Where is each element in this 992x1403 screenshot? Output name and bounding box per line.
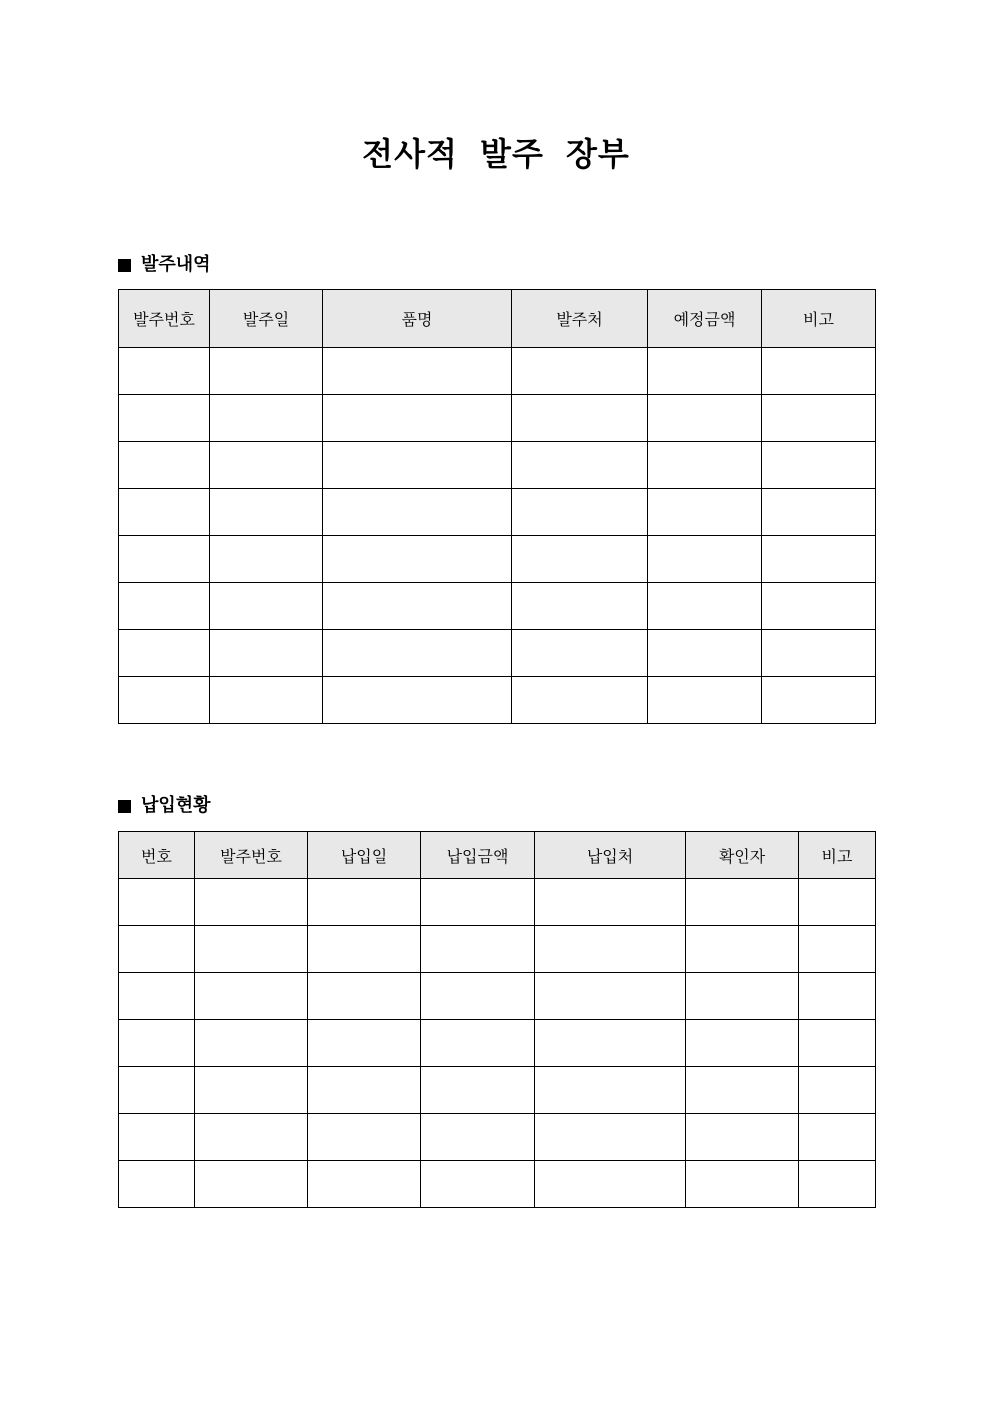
table-cell[interactable] (323, 395, 512, 442)
table-cell[interactable] (119, 1114, 195, 1161)
table-cell[interactable] (512, 630, 648, 677)
order-section-heading (118, 253, 211, 277)
table-row (119, 348, 876, 395)
table-cell[interactable] (648, 583, 762, 630)
table-cell[interactable] (119, 395, 210, 442)
table-cell[interactable] (210, 583, 323, 630)
table-cell[interactable] (535, 879, 686, 926)
column-header-number: 번호 (119, 832, 195, 879)
order-table-header-row (119, 290, 876, 348)
table-row (119, 1114, 876, 1161)
table-cell[interactable] (323, 348, 512, 395)
table-cell[interactable] (119, 583, 210, 630)
table-cell[interactable] (648, 489, 762, 536)
table-cell[interactable] (762, 348, 876, 395)
table-cell[interactable] (119, 536, 210, 583)
table-cell[interactable] (535, 1067, 686, 1114)
table-cell[interactable] (648, 677, 762, 724)
table-cell[interactable] (421, 879, 535, 926)
table-cell[interactable] (535, 1020, 686, 1067)
table-row (119, 630, 876, 677)
table-cell[interactable] (762, 442, 876, 489)
table-row (119, 395, 876, 442)
table-cell[interactable] (512, 395, 648, 442)
table-cell[interactable] (119, 348, 210, 395)
table-cell[interactable] (308, 1067, 421, 1114)
order-table (118, 289, 876, 724)
table-cell[interactable] (323, 630, 512, 677)
table-cell[interactable] (648, 348, 762, 395)
table-cell[interactable] (323, 677, 512, 724)
table-cell[interactable] (210, 489, 323, 536)
table-cell[interactable] (421, 1161, 535, 1208)
table-cell[interactable] (195, 1067, 308, 1114)
table-cell[interactable] (762, 536, 876, 583)
table-cell[interactable] (195, 879, 308, 926)
table-cell[interactable] (323, 536, 512, 583)
column-header-item-name: 품명 (323, 290, 512, 348)
column-header-order-date: 발주일 (210, 290, 323, 348)
table-cell[interactable] (512, 348, 648, 395)
table-cell[interactable] (421, 973, 535, 1020)
table-cell[interactable] (799, 879, 876, 926)
table-cell[interactable] (799, 1161, 876, 1208)
table-cell[interactable] (535, 973, 686, 1020)
table-cell[interactable] (762, 630, 876, 677)
table-cell[interactable] (421, 1020, 535, 1067)
table-row (119, 489, 876, 536)
delivery-section-title: 납입현황 (141, 795, 211, 816)
table-cell[interactable] (210, 442, 323, 489)
table-cell[interactable] (323, 442, 512, 489)
table-cell[interactable] (512, 489, 648, 536)
table-cell[interactable] (210, 348, 323, 395)
table-cell[interactable] (119, 973, 195, 1020)
table-cell[interactable] (421, 926, 535, 973)
table-cell[interactable] (512, 583, 648, 630)
table-row (119, 879, 876, 926)
table-row (119, 1067, 876, 1114)
table-cell[interactable] (799, 926, 876, 973)
table-cell[interactable] (210, 395, 323, 442)
table-cell[interactable] (210, 536, 323, 583)
table-cell[interactable] (210, 630, 323, 677)
table-cell[interactable] (535, 926, 686, 973)
table-cell[interactable] (686, 1161, 799, 1208)
table-cell[interactable] (535, 1161, 686, 1208)
table-cell[interactable] (308, 879, 421, 926)
table-cell[interactable] (119, 879, 195, 926)
table-cell[interactable] (762, 395, 876, 442)
table-cell[interactable] (512, 536, 648, 583)
table-cell[interactable] (512, 677, 648, 724)
table-cell[interactable] (421, 1114, 535, 1161)
table-row (119, 536, 876, 583)
table-cell[interactable] (119, 1161, 195, 1208)
document-title: 전사적 발주 장부 (362, 135, 630, 173)
column-header-delivery-place: 납입처 (535, 832, 686, 879)
table-cell[interactable] (686, 1114, 799, 1161)
table-cell[interactable] (535, 1114, 686, 1161)
column-header-order-number: 발주번호 (119, 290, 210, 348)
table-cell[interactable] (648, 536, 762, 583)
table-cell[interactable] (308, 1161, 421, 1208)
table-cell[interactable] (308, 1114, 421, 1161)
table-cell[interactable] (686, 1067, 799, 1114)
column-header-estimated-amount: 예정금액 (648, 290, 762, 348)
table-row (119, 973, 876, 1020)
table-row (119, 442, 876, 489)
table-cell[interactable] (119, 630, 210, 677)
table-cell[interactable] (119, 489, 210, 536)
table-cell[interactable] (512, 442, 648, 489)
table-cell[interactable] (210, 677, 323, 724)
table-cell[interactable] (195, 926, 308, 973)
table-row (119, 1020, 876, 1067)
column-header-remarks: 비고 (799, 832, 876, 879)
table-cell[interactable] (762, 677, 876, 724)
table-cell[interactable] (119, 926, 195, 973)
table-cell[interactable] (762, 489, 876, 536)
table-cell[interactable] (119, 442, 210, 489)
table-row (119, 1161, 876, 1208)
table-cell[interactable] (195, 1020, 308, 1067)
table-cell[interactable] (195, 1114, 308, 1161)
table-cell[interactable] (119, 1067, 195, 1114)
column-header-remarks: 비고 (762, 290, 876, 348)
table-cell[interactable] (195, 1161, 308, 1208)
table-cell[interactable] (648, 442, 762, 489)
delivery-section-heading (118, 794, 211, 818)
table-cell[interactable] (686, 1020, 799, 1067)
delivery-table-header-row (119, 832, 876, 879)
column-header-delivery-date: 납입일 (308, 832, 421, 879)
table-cell[interactable] (762, 583, 876, 630)
table-cell[interactable] (799, 973, 876, 1020)
table-cell[interactable] (421, 1067, 535, 1114)
order-section-title: 발주내역 (141, 254, 211, 275)
column-header-delivery-amount: 납입금액 (421, 832, 535, 879)
table-cell[interactable] (686, 973, 799, 1020)
table-cell[interactable] (799, 1020, 876, 1067)
table-cell[interactable] (648, 630, 762, 677)
column-header-order-number: 발주번호 (195, 832, 308, 879)
table-row (119, 926, 876, 973)
table-cell[interactable] (308, 926, 421, 973)
table-cell[interactable] (686, 926, 799, 973)
table-cell[interactable] (686, 879, 799, 926)
column-header-confirmer: 확인자 (686, 832, 799, 879)
table-cell[interactable] (799, 1114, 876, 1161)
delivery-table (118, 831, 876, 1208)
table-cell[interactable] (195, 973, 308, 1020)
table-cell[interactable] (119, 677, 210, 724)
table-cell[interactable] (119, 1020, 195, 1067)
table-cell[interactable] (648, 395, 762, 442)
table-row (119, 583, 876, 630)
table-cell[interactable] (308, 973, 421, 1020)
table-cell[interactable] (308, 1020, 421, 1067)
table-cell[interactable] (799, 1067, 876, 1114)
square-bullet-icon (118, 259, 131, 272)
table-row (119, 677, 876, 724)
table-cell[interactable] (323, 489, 512, 536)
square-bullet-icon (118, 800, 131, 813)
table-cell[interactable] (323, 583, 512, 630)
column-header-supplier: 발주처 (512, 290, 648, 348)
